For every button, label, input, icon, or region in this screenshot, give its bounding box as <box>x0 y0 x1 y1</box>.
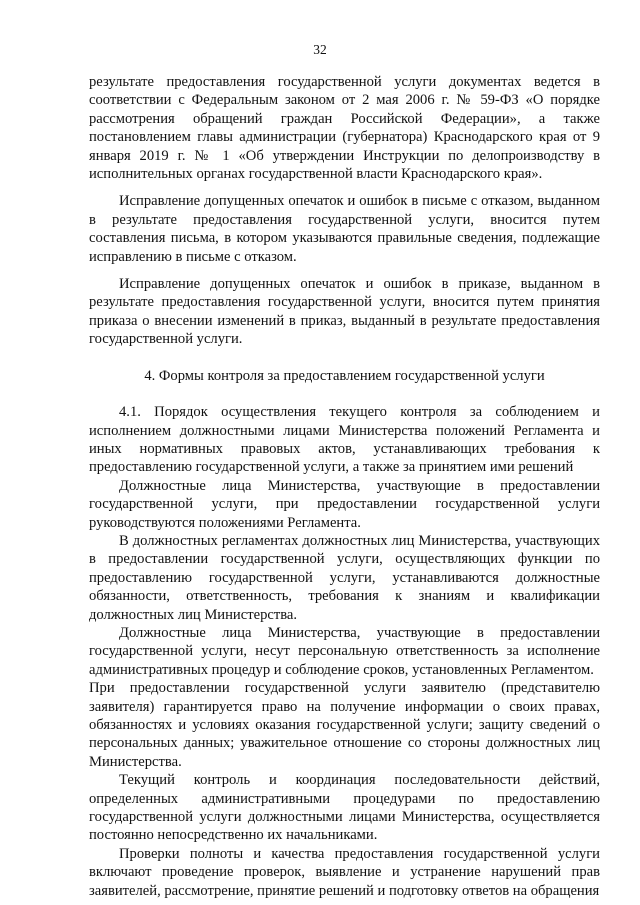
paragraph: Должностные лица Министерства, участвующие в предоставлении государственной услуги, несут персональную ответственность за исполнение административных процедур и соблюдение сроков, установленных Регламентом. <box>89 624 600 678</box>
document-body <box>89 73 600 900</box>
section-subheading: 4.1. Порядок осуществления текущего контроля за соблюдением и исполнением должностными лицами Министерства положений Регламента и иных нормативных правовых актов, устанавливающих требования к предоставлению государственной услуги, а также за принятием ими решений <box>89 404 600 476</box>
paragraph: Должностные лица Министерства, участвующие в предоставлении государственной услуги, при предоставлении государственной услуги руководствуются положениями Регламента. <box>89 477 600 531</box>
paragraph: Текущий контроль и координация последовательности действий, определенных административными процедурами по предоставлению государственной услуги должностными лицами Министерства, осуществляется постоянно непосредственно их начальниками. <box>89 772 600 844</box>
paragraph: Исправление допущенных опечаток и ошибок в приказе, выданном в результате предоставления государственной услуги, вносится путем принятия приказа о внесении изменений в приказ, выданный в результате предоставления государственной услуги. <box>89 276 600 348</box>
paragraph: Исправление допущенных опечаток и ошибок в письме с отказом, выданном в результате предоставления государственной услуги, вносится путем составления письма, в котором указываются правильные сведения, подлежащие исправлению в письме с отказом. <box>89 193 600 265</box>
section-heading: 4. Формы контроля за предоставлением государственной услуги <box>144 367 545 384</box>
paragraph: результате предоставления государственной услуги документах ведется в соответствии с Федеральным законом от 2 мая 2006 г. № 59-ФЗ «О порядке рассмотрения обращений граждан Российской Федерации», а также постановлением главы администрации (губернатора) Краснодарского края от 9 января 2019 г. № 1 «Об утверждении Инструкции по делопроизводству в исполнительных органах государственной власти Краснодарского края». <box>89 74 600 183</box>
paragraph: В должностных регламентах должностных лиц Министерства, участвующих в предоставлении государственной услуги, осуществляющих функции по предоставлению государственной услуги, устанавливаются должностные обязанности, ответственность, требования к знаниям и квалификации должностных лиц Министерства. <box>89 532 600 623</box>
paragraph: При предоставлении государственной услуги заявителю (представителю заявителя) гарантируется право на получение информации о своих правах, обязанностях и условиях оказания государственной услуги; защиту сведений о персональных данных; уважительное отношение со стороны должностных лиц Министерства. <box>89 680 600 770</box>
page-number: 32 <box>313 42 327 57</box>
paragraph: Проверки полноты и качества предоставления государственной услуги включают проведение проверок, выявление и устранение нарушений прав заявителей, рассмотрение, принятие решений и подготовку ответов на обращения <box>89 845 600 899</box>
